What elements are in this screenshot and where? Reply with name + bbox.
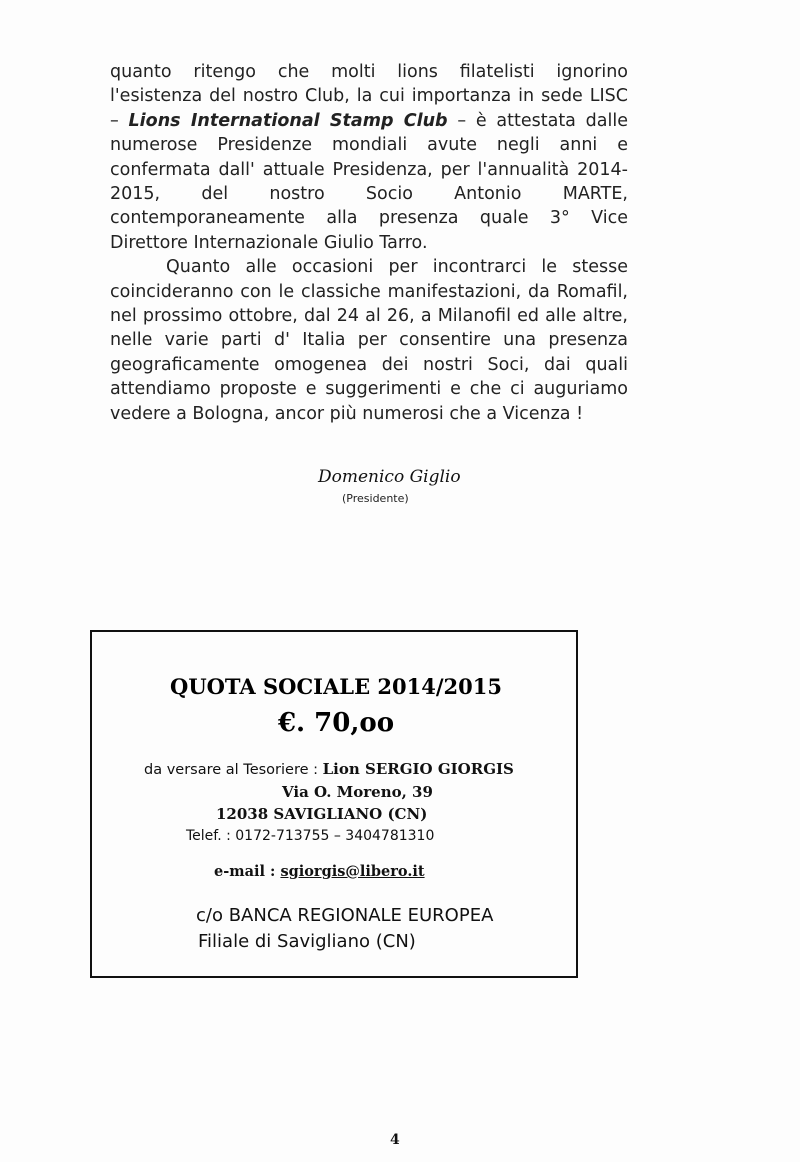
paragraph-events: Quanto alle occasioni per incontrarci le stesse coincideranno con le classiche manifestazioni, da Romafil, nel prossimo ottobre, dal 24 al 26, a Milanofil ed alle altre, nelle varie parti d' Italia per consentire una presenza geograficamente omogenea dei nostri Soci, dai quali attendiamo proposte e suggerimenti e che ci auguriamo vedere a Bologna, ancor più numerosi che a Vicenza ! [110, 257, 628, 424]
treasurer-street: Via O. Moreno, 39 [282, 783, 433, 801]
treasurer-city: 12038 SAVIGLIANO (CN) [216, 805, 428, 823]
paragraph-lisc-rest: – è attestata dalle numerose Presidenze mondiali avute negli anni e confermata dall' attuale Presidenza, per l'annualità 2014-2015, del nostro Socio Antonio MARTE, contemporaneamente alla presenza quale 3° Vice Direttore Internazionale Giulio Tarro. [110, 110, 628, 253]
page-number: 4 [390, 1132, 400, 1148]
pay-to-line [144, 760, 514, 778]
treasurer-name: Lion SERGIO GIORGIS [322, 760, 514, 778]
signature-name: Domenico Giglio [318, 467, 461, 487]
treasurer-phone: Telef. : 0172-713755 – 3404781310 [186, 828, 435, 844]
letter-body [110, 60, 628, 426]
email-label: e-mail : [214, 863, 281, 880]
fee-title: QUOTA SOCIALE 2014/2015 [170, 674, 502, 699]
email-link[interactable]: sgiorgis@libero.it [280, 863, 425, 880]
paragraph-lisc [110, 60, 628, 255]
paragraph-lisc-intro: quanto ritengo che molti lions filatelisti ignorino l'esistenza del nostro Club, la cui importanza in sede LISC – [110, 62, 628, 131]
membership-fee-box [90, 630, 578, 978]
email-line [214, 863, 425, 880]
fee-amount: €. 70,oo [277, 708, 395, 738]
bank-branch: Filiale di Savigliano (CN) [198, 931, 416, 952]
signature-role: (Presidente) [342, 492, 409, 505]
bank-name: c/o BANCA REGIONALE EUROPEA [196, 905, 494, 926]
club-name: Lions International Stamp Club [128, 110, 448, 131]
pay-to-label: da versare al Tesoriere : [144, 762, 323, 778]
